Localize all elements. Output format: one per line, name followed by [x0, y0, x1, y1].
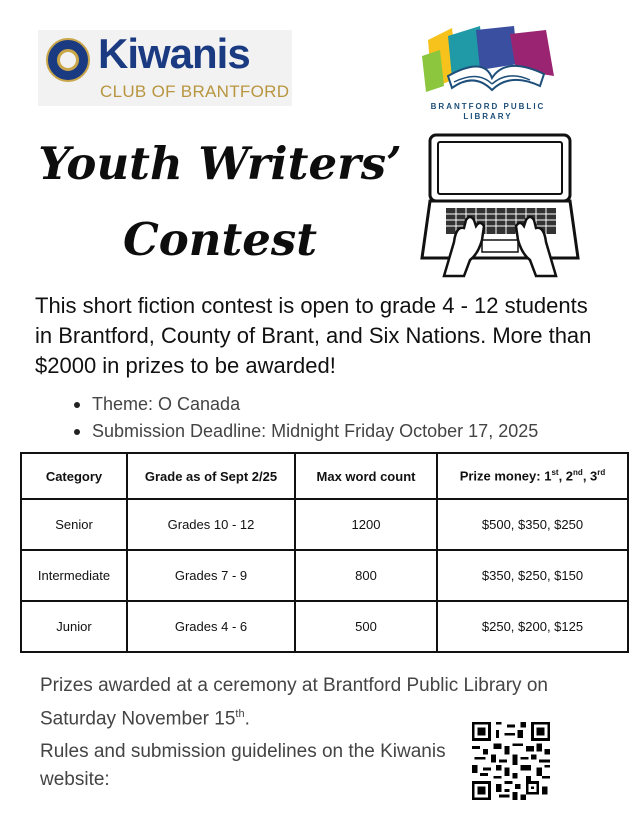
header-category: Category: [21, 453, 127, 499]
cell-word-count: 500: [295, 601, 437, 652]
cell-prize: $500, $350, $250: [437, 499, 628, 550]
cell-grade: Grades 10 - 12: [127, 499, 295, 550]
kiwanis-seal-icon: [46, 38, 90, 82]
cell-grade: Grades 4 - 6: [127, 601, 295, 652]
ceremony-end: .: [244, 708, 250, 730]
prize-header-prefix: Prize money: 1: [459, 468, 552, 484]
contest-details-list: [72, 391, 538, 445]
library-logo: [418, 26, 568, 122]
kiwanis-logo: [38, 30, 292, 106]
cell-word-count: 800: [295, 550, 437, 601]
header-prize-money: [437, 453, 628, 499]
page-title: [30, 126, 410, 278]
table-row: [21, 499, 628, 550]
kiwanis-brand-text: Kiwanis: [98, 30, 250, 77]
header-grade: Grade as of Sept 2/25: [127, 453, 295, 499]
list-item-theme: Theme: O Canada: [72, 391, 538, 418]
header-word-count: Max word count: [295, 453, 437, 499]
ceremony-sup: th: [235, 708, 245, 720]
cell-category: Senior: [21, 499, 127, 550]
cell-word-count: 1200: [295, 499, 437, 550]
cell-prize: $350, $250, $150: [437, 550, 628, 601]
sup-second: nd: [573, 468, 583, 478]
prize-header-sep2: , 2: [558, 468, 574, 484]
cell-grade: Grades 7 - 9: [127, 550, 295, 601]
laptop-typing-icon: [420, 130, 580, 280]
library-name-line1: BRANTFORD PUBLIC: [430, 102, 546, 111]
qr-code-icon[interactable]: [472, 722, 550, 800]
prize-header-sep3: , 3: [582, 468, 598, 484]
list-item-deadline: Submission Deadline: Midnight Friday October 17, 2025: [72, 418, 538, 445]
intro-paragraph: This short fiction contest is open to grade 4 - 12 students in Brantford, County of Brant, and Six Nations. More than $2000 in prizes to be awarded!: [35, 293, 592, 378]
title-line-1: Youth Writers’: [38, 137, 402, 190]
cell-category: Junior: [21, 601, 127, 652]
table-header-row: [21, 453, 628, 499]
cell-category: Intermediate: [21, 550, 127, 601]
library-name-line2: LIBRARY: [463, 112, 513, 121]
title-line-2: Contest: [122, 213, 318, 266]
library-book-icon: [418, 26, 568, 102]
table-row: [21, 550, 628, 601]
kiwanis-club-text: CLUB OF BRANTFORD: [100, 82, 290, 101]
rules-text: Rules and submission guidelines on the Kiwanis website:: [40, 741, 446, 790]
ceremony-main: Prizes awarded at a ceremony at Brantford Public Library on Saturday November 15: [40, 675, 548, 730]
cell-prize: $250, $200, $125: [437, 601, 628, 652]
sup-first: st: [551, 468, 559, 478]
table-row: [21, 601, 628, 652]
sup-third: rd: [597, 468, 606, 478]
prize-table: [20, 452, 629, 653]
